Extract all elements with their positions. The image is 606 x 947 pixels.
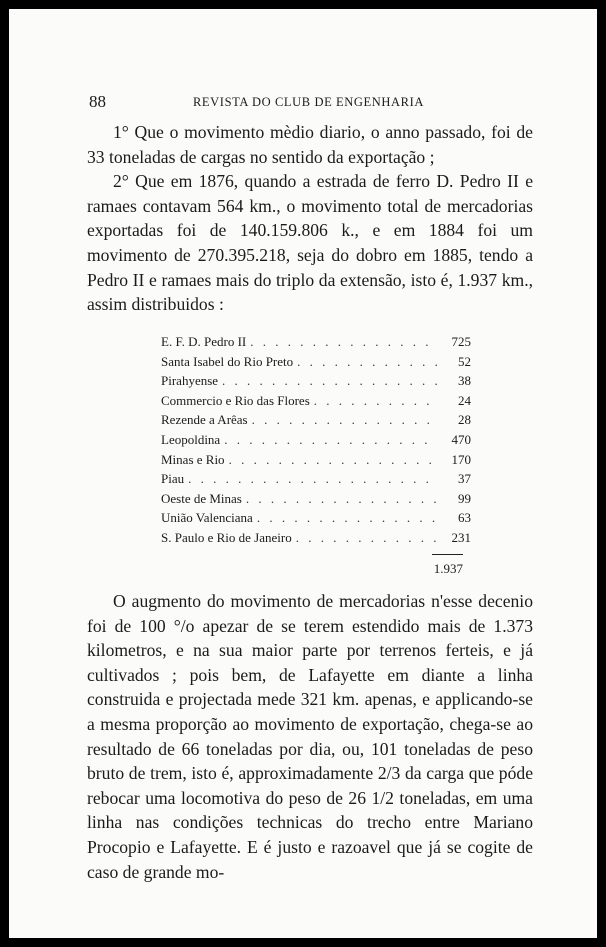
body-text [87,589,533,884]
railway-name: Piau [161,471,185,487]
railway-name: E. F. D. Pedro II [161,334,247,349]
railway-km: 28 [458,412,471,428]
railway-km: 37 [458,471,471,487]
railway-name: Commercio e Rio das Flores [161,392,310,408]
dot-leader [224,432,437,448]
paragraph-3: O augmento do movimento de mercadorias n'esse decenio foi de 100 °/o apezar de se terem estendido mais de 1.373 kilometros, e na sua maior parte por terrenos ferteis, e já cultivados ; pois bem, de Lafayette em diante a linha construida e projectada mede 321 km. apenas, e applicando-se a mesma proporção ao movimento de exportação, chega-se ao resultado de 66 toneladas por dia, ou, 101 toneladas de peso bruto de trem, isto é, approximadamente 2/3 da carga que póde rebocar uma locomotiva do peso de 26 1/2 toneladas, em uma linha nas condições technicas do trecho entre Mariano Procopio e Lafayette. E é justo e razoavel que já se cogite de caso de grande mo- [87,591,533,882]
dot-leader [314,393,437,409]
table-row [161,510,471,530]
dot-leader [222,373,437,389]
railway-km: 470 [451,431,471,447]
railway-km: 38 [458,373,471,389]
table-row [161,491,471,511]
table-row [161,530,471,550]
railway-name: União Valenciana [161,510,253,526]
table-row [161,334,471,354]
railway-name: Leopoldina [161,431,221,447]
dot-leader [188,471,437,487]
table-row [161,354,471,374]
railway-km: 24 [458,392,471,408]
table-row [161,393,471,413]
running-title: REVISTA DO CLUB DE ENGENHARIA [193,95,424,109]
railway-km: 52 [458,353,471,369]
dot-leader [229,452,437,468]
railway-name: S. Paulo e Rio de Janeiro [161,529,292,545]
railway-name: Rezende a Arêas [161,412,248,428]
dot-leader [246,491,437,507]
railway-km: 725 [451,334,471,349]
railway-name: Oeste de Minas [161,490,242,506]
table-row [161,452,471,472]
paragraph-1: 1° Que o movimento mèdio diario, o anno passado, foi de 33 toneladas de cargas no sentido da exportação ; [87,122,533,167]
railway-km: 99 [458,490,471,506]
dot-leader [296,530,437,546]
intro-text [87,120,533,317]
railway-distribution-table [161,334,471,550]
table-total: 1.937 [433,561,463,576]
railway-name: Santa Isabel do Rio Preto [161,353,294,369]
page-header [89,92,529,114]
railway-name: Pirahyense [161,373,219,389]
railway-km: 231 [451,529,471,545]
dot-leader [250,334,437,350]
total-rule [432,554,463,555]
table-row [161,471,471,491]
table-row [161,432,471,452]
dot-leader [297,354,437,370]
page-number: 88 [89,92,106,111]
railway-km: 170 [451,451,471,467]
book-page [9,9,597,938]
dot-leader [252,412,437,428]
railway-km: 63 [458,510,471,526]
table-row [161,373,471,393]
paragraph-2: 2° Que em 1876, quando a estrada de ferro D. Pedro II e ramaes contavam 564 km., o movimento total de mercadorias exportadas foi de 140.159.806 k., e em 1884 foi um movimento de 270.395.218, seja do dobro em 1885, tendo a Pedro II e ramaes mais do triplo da extensão, isto é, 1.937 km., assim distribuidos : [87,171,533,315]
table-row [161,412,471,432]
railway-name: Minas e Rio [161,451,225,467]
dot-leader [257,510,437,526]
